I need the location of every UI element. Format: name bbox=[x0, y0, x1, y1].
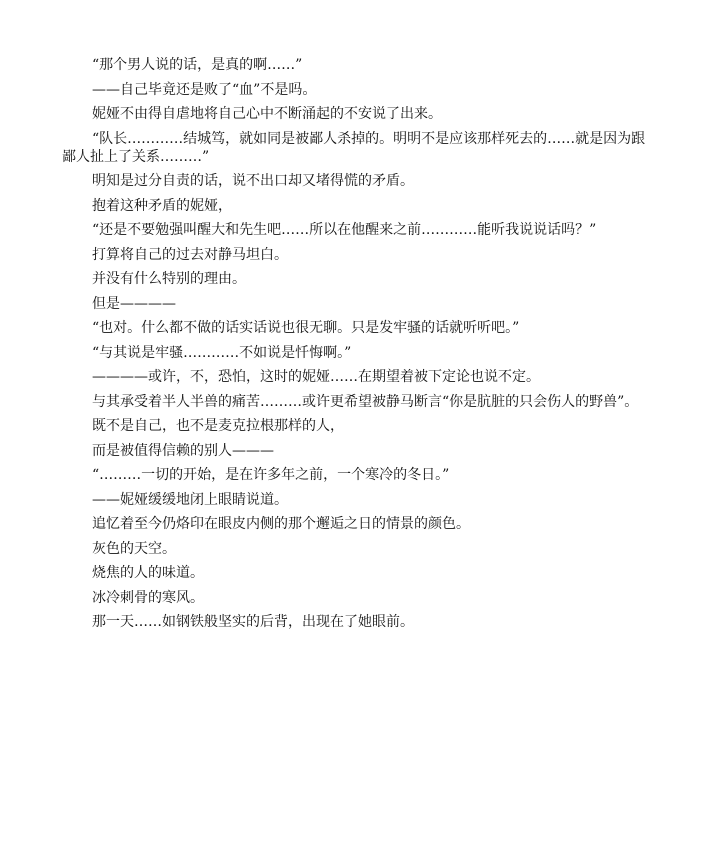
paragraph: ——自己毕竟还是败了“血”不是吗。 bbox=[92, 81, 317, 98]
paragraph: 追忆着至今仍烙印在眼皮内侧的那个邂逅之日的情景的颜色。 bbox=[92, 516, 470, 532]
paragraph: “那个男人说的话，是真的啊……” bbox=[92, 57, 303, 73]
paragraph: ——妮娅缓缓地闭上眼睛说道。 bbox=[92, 491, 288, 508]
paragraph: “队长…………结城笃，就如同是被鄙人杀掉的。明明不是应该那样死去的……就是因为跟鄙人扯上了关系………” bbox=[62, 130, 646, 165]
paragraph: 而是被值得信赖的别人——— bbox=[92, 442, 274, 459]
paragraph: “………一切的开始，是在许多年之前，一个寒冷的冬日。” bbox=[92, 467, 450, 483]
paragraph: 明知是过分自责的话，说不出口却又堵得慌的矛盾。 bbox=[92, 173, 414, 189]
paragraph: 并没有什么特别的理由。 bbox=[92, 271, 246, 287]
paragraph: 那一天……如钢铁般坚实的后背，出现在了她眼前。 bbox=[92, 614, 414, 630]
document-body bbox=[62, 56, 647, 638]
paragraph: “与其说是牢骚…………不如说是忏悔啊。” bbox=[92, 344, 352, 361]
paragraph: “还是不要勉强叫醒大和先生吧……所以在他醒来之前…………能听我说说话吗？” bbox=[92, 222, 597, 238]
paragraph: 灰色的天空。 bbox=[92, 540, 176, 557]
paragraph: 冰冷刺骨的寒风。 bbox=[92, 589, 204, 606]
paragraph: 既不是自己，也不是麦克拉根那样的人， bbox=[92, 418, 344, 434]
paragraph: “也对。什么都不做的话实话说也很无聊。只是发牢骚的话就听听吧。” bbox=[92, 320, 520, 336]
paragraph: 抱着这种矛盾的妮娅， bbox=[92, 197, 232, 214]
paragraph: 妮娅不由得自虐地将自己心中不断涌起的不安说了出来。 bbox=[92, 106, 442, 122]
paragraph: 与其承受着半人半兽的痛苦………或许更希望被静马断言“你是肮脏的只会伤人的野兽”。 bbox=[92, 393, 639, 410]
paragraph: ————或许，不，恐怕，这时的妮娅……在期望着被下定论也说不定。 bbox=[92, 369, 540, 385]
paragraph: 打算将自己的过去对静马坦白。 bbox=[92, 246, 288, 263]
paragraph: 但是———— bbox=[92, 295, 176, 312]
paragraph: 烧焦的人的味道。 bbox=[92, 565, 204, 581]
